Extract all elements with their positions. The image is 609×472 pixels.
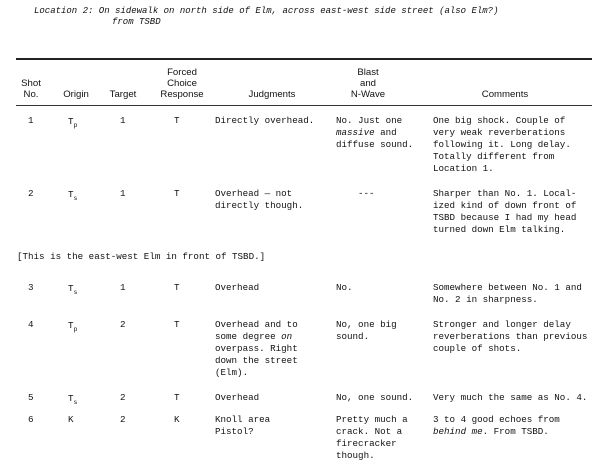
- row-2-target: 1: [120, 188, 126, 199]
- row-4-blast: No, one big sound.: [336, 319, 397, 342]
- location-title-line2-text: from TSBD: [112, 17, 161, 27]
- row-1-response: T: [174, 115, 180, 126]
- row-1-comments: One big shock. Couple of very weak reverberations following it. Long delay. Totally different from Location 1.: [433, 115, 571, 174]
- row-4-target: 2: [120, 319, 126, 330]
- location-title-line2: [112, 17, 161, 28]
- row-3-comments: Somewhere between No. 1 and No. 2 in sharpness.: [433, 282, 582, 305]
- row-2-origin: [68, 189, 77, 205]
- row-1-origin-main: T: [68, 116, 74, 127]
- row-4-origin-sub: p: [73, 326, 78, 333]
- row-2-shot: 2: [28, 188, 34, 199]
- row-4-origin: [68, 320, 77, 336]
- row-5-origin-sub: s: [73, 399, 78, 406]
- row-6-target: 2: [120, 414, 126, 425]
- row-6-origin-main: K: [68, 414, 74, 425]
- row-1-origin: [68, 116, 77, 132]
- row-2-response: T: [174, 188, 180, 199]
- row-5-comments: Very much the same as No. 4.: [433, 392, 588, 403]
- row-5-judgment: Overhead: [215, 392, 260, 403]
- location-title-line1: Location 2: On sidewalk on north side of Elm, across east-west side street (also Elm?): [34, 6, 499, 16]
- row-3-shot: 3: [28, 282, 34, 293]
- row-5-shot: 5: [28, 392, 34, 403]
- row-1-judgment: Directly overhead.: [215, 115, 315, 126]
- row-3-response: T: [174, 282, 180, 293]
- row-5-origin: [68, 393, 77, 409]
- row-3-blast: No.: [336, 282, 353, 293]
- row-6-comments: 3 to 4 good echoes from behind me. From TSBD.: [433, 414, 560, 437]
- row-2-comments: Sharper than No. 1. Local- ized kind of down front of TSBD because I had my head turned down Elm talking.: [433, 188, 577, 235]
- row-6-origin: [68, 414, 74, 430]
- header-top-rule: [16, 58, 592, 60]
- location-note: [This is the east-west Elm in front of TSBD.]: [17, 251, 266, 262]
- row-4-shot: 4: [28, 319, 34, 330]
- row-3-target: 1: [120, 282, 126, 293]
- header-bottom-rule: [16, 105, 592, 106]
- row-3-origin: [68, 283, 77, 299]
- header-target: Target: [109, 89, 137, 100]
- location-title: [34, 6, 604, 17]
- row-5-target: 2: [120, 392, 126, 403]
- row-4-judgment: Overhead and to some degree on overpass. Right down the street (Elm).: [215, 319, 298, 378]
- row-4-response: T: [174, 319, 180, 330]
- row-2-judgment: Overhead — not directly though.: [215, 188, 304, 211]
- row-3-origin-main: T: [68, 283, 74, 294]
- row-3-origin-sub: s: [73, 289, 78, 296]
- row-2-origin-sub: s: [73, 195, 78, 202]
- row-5-blast: No, one sound.: [336, 392, 414, 403]
- row-6-judgment: Knoll area Pistol?: [215, 414, 271, 437]
- header-shot-no: Shot No.: [21, 78, 41, 100]
- row-3-judgment: Overhead: [215, 282, 260, 293]
- row-6-blast: Pretty much a crack. Not a firecracker though.: [336, 414, 408, 461]
- header-origin: Origin: [63, 89, 89, 100]
- row-5-origin-main: T: [68, 393, 74, 404]
- row-6-response: K: [174, 414, 180, 425]
- row-5-response: T: [174, 392, 180, 403]
- row-1-blast: No. Just one massive and diffuse sound.: [336, 115, 414, 150]
- row-1-target: 1: [120, 115, 126, 126]
- row-4-origin-main: T: [68, 320, 74, 331]
- row-1-shot: 1: [28, 115, 34, 126]
- row-1-origin-sub: p: [73, 122, 78, 129]
- header-comments: Comments: [481, 89, 529, 100]
- header-forced-choice: Forced Choice Response: [160, 67, 204, 100]
- header-blast: Blast and N-Wave: [350, 67, 386, 100]
- row-4-comments: Stronger and longer delay reverberations than previous couple of shots.: [433, 319, 588, 354]
- row-2-origin-main: T: [68, 189, 74, 200]
- row-2-blast: ---: [358, 188, 375, 199]
- row-6-shot: 6: [28, 414, 34, 425]
- header-judgments: Judgments: [248, 89, 296, 100]
